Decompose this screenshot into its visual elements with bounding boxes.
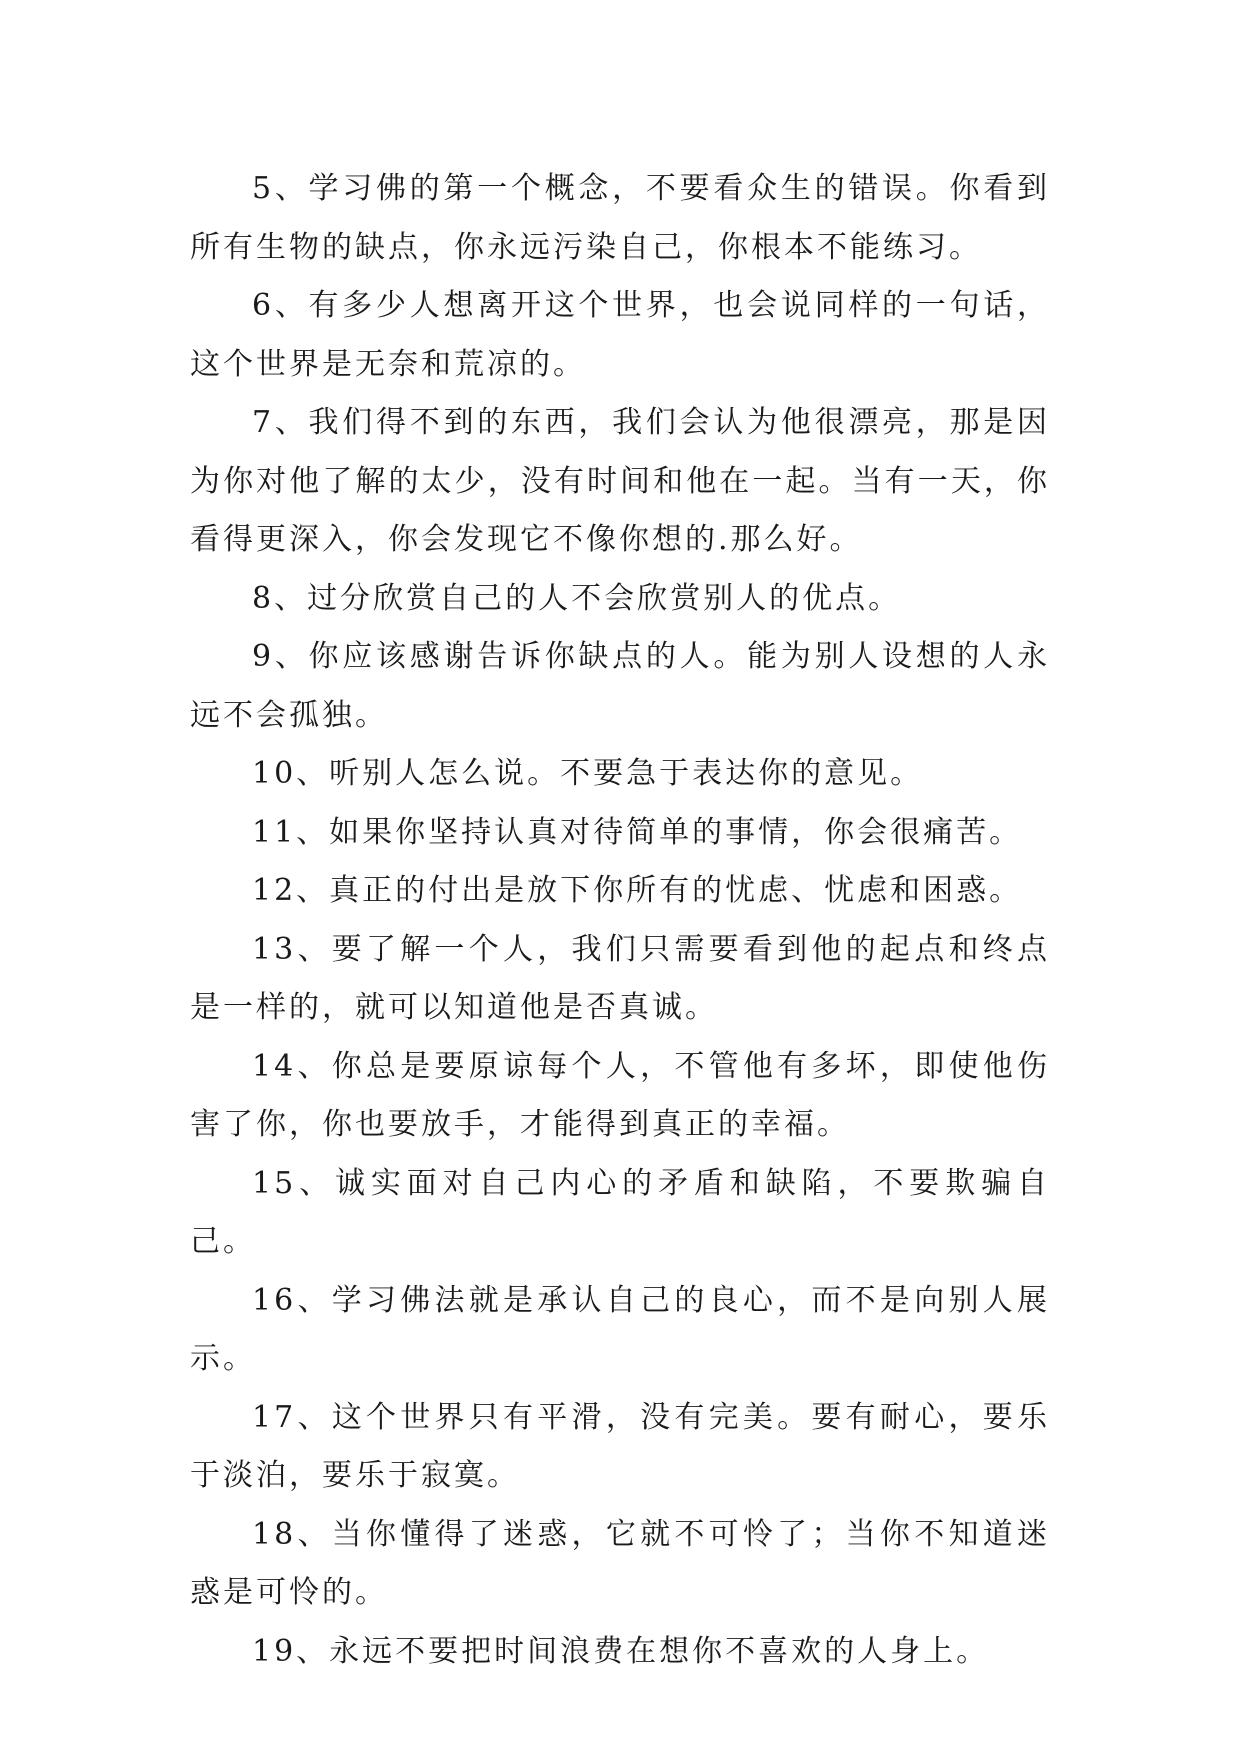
paragraph-17: 17、这个世界只有平滑，没有完美。要有耐心，要乐于淡泊，要乐于寂寞。: [190, 1399, 1050, 1493]
paragraph-5: 5、学习佛的第一个概念，不要看众生的错误。你看到所有生物的缺点，你永远污染自己，你根本不能练习。: [190, 171, 1050, 265]
paragraph-19: 19、永远不要把时间浪费在想你不喜欢的人身上。: [252, 1633, 990, 1669]
paragraph-16: 16、学习佛法就是承认自己的良心，而不是向别人展示。: [190, 1282, 1050, 1376]
paragraph-7: 7、我们得不到的东西，我们会认为他很漂亮，那是因为你对他了解的太少，没有时间和他在一起。当有一天，你看得更深入，你会发现它不像你想的.那么好。: [190, 405, 1050, 557]
document-body: [190, 160, 1050, 1681]
paragraph-9: 9、你应该感谢告诉你缺点的人。能为别人设想的人永远不会孤独。: [190, 639, 1050, 733]
paragraph-14: 14、你总是要原谅每个人，不管他有多坏，即使他伤害了你，你也要放手，才能得到真正的幸福。: [190, 1048, 1050, 1142]
paragraph-12: 12、真正的付出是放下你所有的忧虑、忧虑和困惑。: [252, 873, 1023, 908]
paragraph-18: 18、当你懂得了迷惑，它就不可怜了；当你不知道迷惑是可怜的。: [190, 1516, 1050, 1610]
paragraph-13: 13、要了解一个人，我们只需要看到他的起点和终点是一样的，就可以知道他是否真诚。: [190, 931, 1050, 1025]
paragraph-10: 10、听别人怎么说。不要急于表达你的意见。: [252, 756, 924, 791]
paragraph-6: 6、有多少人想离开这个世界，也会说同样的一句话，这个世界是无奈和荒凉的。: [190, 288, 1050, 382]
paragraph-15: 15、诚实面对自己内心的矛盾和缺陷，不要欺骗自己。: [190, 1165, 1050, 1259]
paragraph-11: 11、如果你坚持认真对待简单的事情，你会很痛苦。: [252, 814, 1023, 850]
paragraph-8: 8、过分欣赏自己的人不会欣赏别人的优点。: [252, 580, 902, 616]
